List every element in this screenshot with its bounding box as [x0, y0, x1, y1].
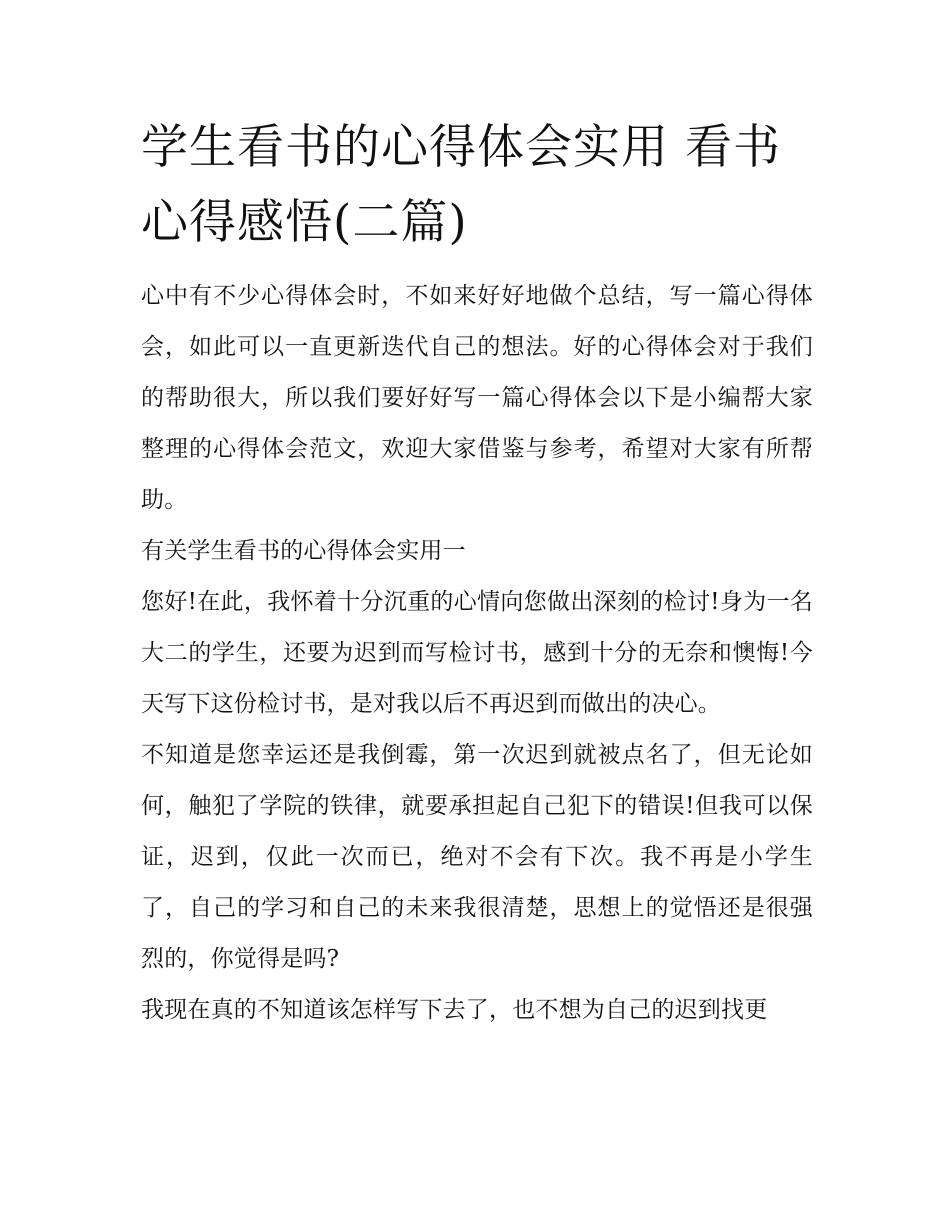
document-title: 学生看书的心得体会实用 看书心得感悟(二篇) — [141, 120, 781, 250]
paragraph-body: 不知道是您幸运还是我倒霉，第一次迟到就被点名了，但无论如何，触犯了学院的铁律，就要承担起自己犯下的错误!但我可以保证，迟到，仅此一次而已，绝对不会有下次。我不再是小学生了，自己的学习和自己的未来我很清楚，思想上的觉悟还是很强烈的，你觉得是吗? — [141, 742, 813, 972]
paragraph-continuation: 我现在真的不知道该怎样写下去了，也不想为自己的迟到找更 — [141, 997, 768, 1023]
section-heading: 有关学生看书的心得体会实用一 — [141, 538, 466, 564]
paragraph-intro: 心中有不少心得体会时，不如来好好地做个总结，写一篇心得体会，如此可以一直更新迭代自己的想法。好的心得体会对于我们的帮助很大，所以我们要好好写一篇心得体会以下是小编帮大家整理的心得体会范文，欢迎大家借鉴与参考，希望对大家有所帮助。 — [141, 283, 813, 513]
document-content — [141, 110, 813, 1036]
paragraph-greeting: 您好!在此，我怀着十分沉重的心情向您做出深刻的检讨!身为一名大二的学生，还要为迟到而写检讨书，感到十分的无奈和懊悔!今天写下这份检讨书，是对我以后不再迟到而做出的决心。 — [141, 589, 813, 717]
